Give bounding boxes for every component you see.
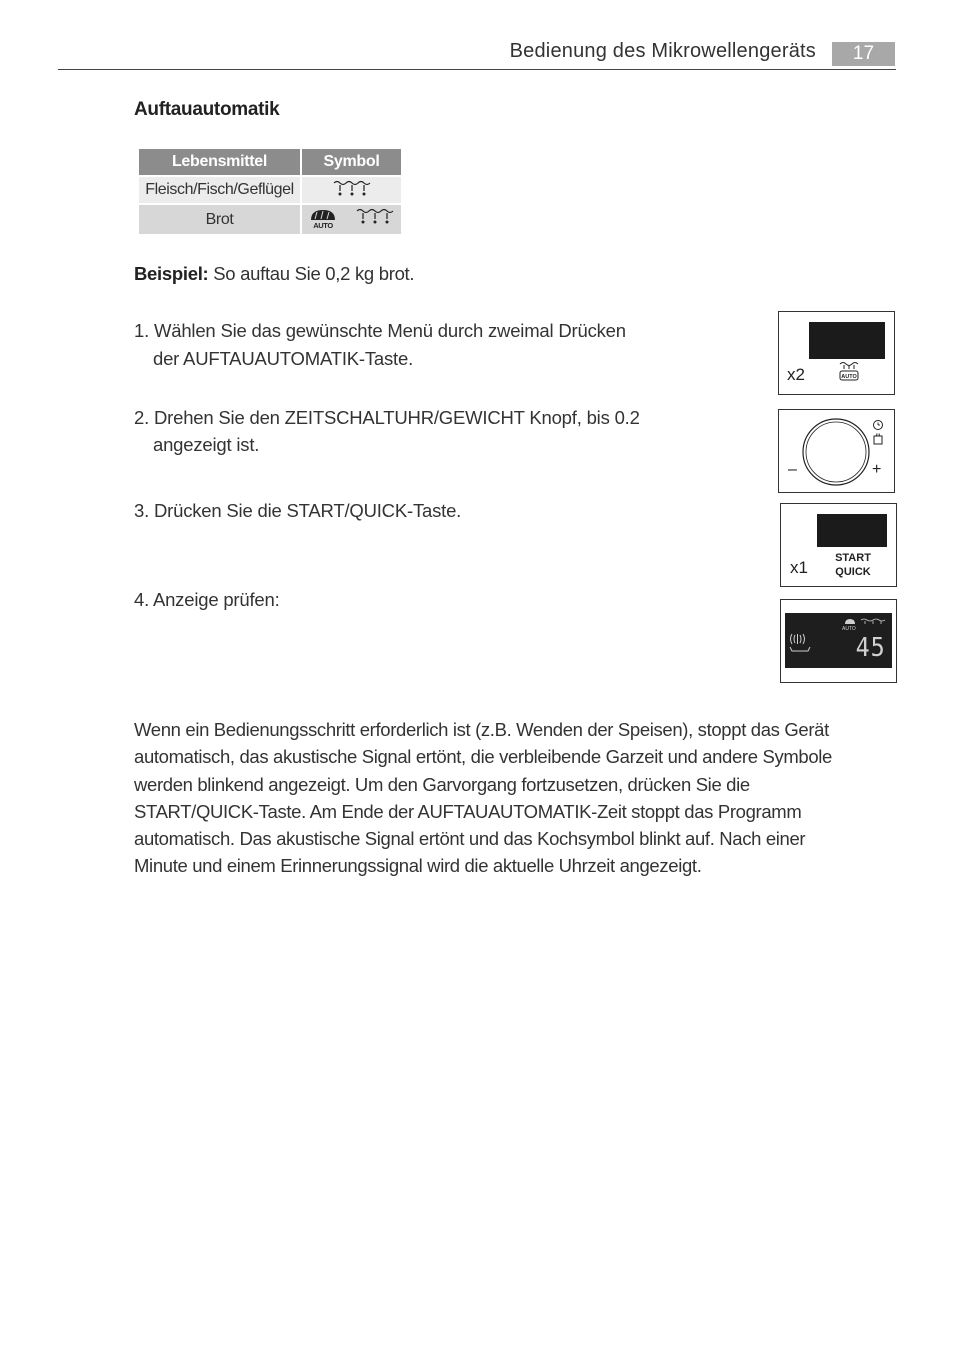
step-text: Drehen Sie den ZEITSCHALTUHR/GEWICHT Knopf, bis 0.2 — [153, 407, 640, 428]
table-cell-food: Brot — [139, 205, 300, 234]
display-panel — [780, 599, 897, 683]
step-2-continued: angezeigt ist. — [153, 434, 260, 455]
header-rule — [58, 69, 896, 70]
quick-label: QUICK — [835, 566, 871, 578]
press-count: x2 — [787, 365, 805, 384]
step-4 — [134, 586, 280, 614]
display-screen — [785, 613, 892, 668]
press-count: x1 — [790, 558, 808, 577]
knob-plus-label: + — [872, 461, 882, 478]
example-text: So auftau Sie 0,2 kg brot. — [213, 263, 415, 284]
auto-icon-label: AUTO — [312, 221, 333, 229]
step-number: 4. — [134, 589, 150, 610]
step-1 — [134, 317, 626, 345]
table-row — [139, 205, 401, 234]
time-weight-knob[interactable] — [799, 416, 873, 488]
table-cell-symbol — [302, 205, 401, 234]
step-3 — [134, 497, 461, 525]
step-text: Drücken Sie die START/QUICK-Taste. — [153, 500, 462, 521]
table-header-food: Lebensmittel — [139, 149, 300, 175]
microwave-power-icon — [788, 629, 816, 653]
panel-display-screen — [809, 322, 885, 359]
table-row — [139, 177, 401, 203]
panel-display-screen — [817, 514, 887, 547]
example-label: Beispiel: — [134, 263, 209, 284]
step-number: 3. — [134, 500, 150, 521]
table-header-row — [139, 149, 401, 175]
example-line — [134, 263, 414, 285]
defrost-drops-icon — [332, 179, 372, 197]
knob-panel — [778, 409, 895, 493]
table-cell-food: Fleisch/Fisch/Geflügel — [139, 177, 300, 203]
running-header-title: Bedienung des Mikrowellengeräts — [509, 40, 816, 62]
step-1-continued: der AUFTAUAUTOMATIK-Taste. — [153, 348, 414, 369]
auto-icon-label: AUTO — [841, 374, 857, 380]
food-symbol-table — [137, 147, 403, 236]
explanation-paragraph: Wenn ein Bedienungsschritt erforderlich ist (z.B. Wenden der Speisen), stoppt das Gerät automatisch, das akustische Signal ertönt, die verbleibende Garzeit und andere Symbole werden blinkend angezeigt. Um den Garvorgang fortzusetzen, drücken Sie die START/QUICK-Taste. Am Ende der AUFTAUAUTOMATIK-Zeit stoppt das Programm automatisch. Das akustische Signal ertönt und das Kochsymbol blinkt auf. Nach einer Minute und einem Erinnerungssignal wird die aktuelle Uhrzeit angezeigt. — [134, 719, 832, 877]
step-text: Wählen Sie das gewünschte Menü durch zweimal Drücken — [153, 320, 626, 341]
table-header-symbol: Symbol — [302, 149, 401, 175]
bread-auto-defrost-icon — [307, 205, 397, 229]
step-text: Anzeige prüfen: — [152, 589, 280, 610]
start-quick-button[interactable] — [831, 551, 875, 579]
step-2 — [134, 404, 640, 432]
step-number: 2. — [134, 407, 150, 428]
display-digits: 45 — [855, 633, 886, 663]
step-number: 1. — [134, 320, 150, 341]
clock-weight-icon — [871, 419, 885, 447]
knob-minus-label: – — [788, 461, 797, 478]
table-cell-symbol — [302, 177, 401, 203]
auto-defrost-panel — [778, 311, 895, 395]
section-heading: Auftauautomatik — [134, 99, 280, 120]
start-label: START — [835, 552, 871, 564]
start-quick-panel — [780, 503, 897, 587]
page-number: 17 — [832, 42, 895, 66]
auto-defrost-button-icon[interactable] — [837, 360, 861, 382]
display-auto-label: AUTO — [842, 626, 856, 632]
